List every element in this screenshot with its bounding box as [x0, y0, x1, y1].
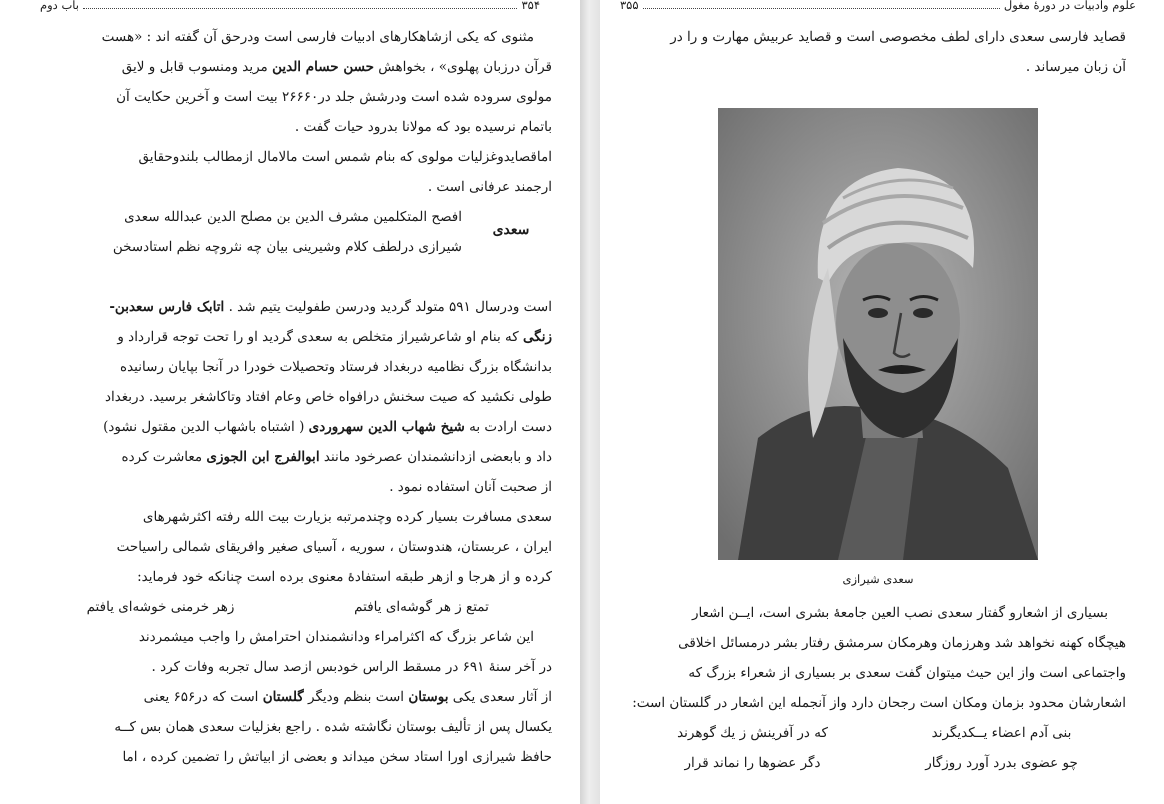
chapter-title: علوم وادبیات در دورهٔ مغول	[1003, 0, 1136, 12]
text-line	[30, 52, 552, 82]
text-line	[30, 562, 552, 592]
text-run: شیرازی درلطف کلام وشیرینی بیان چه نثروچه نظم استادسخن	[112, 239, 462, 255]
text-run: در آخر سنهٔ ۶۹۱ در مسقط الراس خودبس ازصد سال تجربه وفات کرد .	[151, 659, 552, 675]
text-run: قصاید فارسی سعدی دارای لطف مخصوصی است و قصاید عربیش مهارت و را در	[670, 29, 1126, 45]
hemistich: دگر عضوها را نماند قرار	[684, 755, 821, 771]
text-run: سعدی مسافرت بسیار کرده وچندمرتبه بزیارت بیت الله رفته اکثرشهرهای	[142, 509, 552, 525]
text-run: ارجمند عرفانی است .	[427, 179, 552, 195]
text-line	[30, 232, 462, 262]
text-line	[30, 622, 552, 652]
text-line	[30, 502, 552, 532]
poem-couplet	[628, 718, 1126, 748]
text-run: مثنوی که یکی ازشاهکارهای ادبیات فارسی است ودرحق آن گفته اند : «هست	[101, 29, 534, 45]
text-line	[628, 688, 1126, 718]
text-run: از آثار سعدی یکی	[448, 689, 552, 705]
left-page-header	[40, 0, 540, 14]
text-line	[30, 142, 552, 172]
paragraph-biography	[30, 292, 552, 592]
bold-term: گلستان	[262, 689, 304, 705]
text-run: که بنام او شاعرشیراز متخلص به سعدی گردید او را تحت توجه قرارداد و	[117, 329, 524, 345]
sadi-section	[30, 202, 552, 292]
paragraph-masnavi	[30, 22, 552, 202]
portrait-image	[718, 108, 1038, 560]
text-line	[628, 598, 1126, 628]
paragraph-poetry	[628, 598, 1126, 718]
text-run: دست ارادت به	[464, 419, 552, 435]
text-run: باتمام نرسیده بود که مولانا بدرود حیات گفت .	[294, 119, 552, 135]
page-number: ۳۵۴	[521, 0, 540, 12]
text-line	[30, 292, 552, 322]
text-run: آن زبان میرساند .	[1025, 59, 1126, 75]
bold-term: زنگی	[523, 329, 552, 345]
text-run: یکسال پس از تألیف بوستان نگاشته شده . راجع بغزلیات سعدی همان بس کــه	[114, 719, 552, 735]
hemistich: که در آفرینش ز یك گوهرند	[677, 725, 828, 741]
paragraph-qasayed	[628, 22, 1126, 82]
text-run: این شاعر بزرگ که اکثرامراء ودانشمندان احترامش را واجب میشمردند	[138, 629, 534, 645]
text-line	[30, 172, 552, 202]
text-run: افصح المتکلمین مشرف الدین بن مصلح الدین عبدالله سعدی	[124, 209, 462, 225]
text-line	[30, 22, 552, 52]
chapter-title: باب دوم	[40, 0, 79, 12]
text-line	[30, 82, 552, 112]
text-line	[30, 682, 552, 712]
text-line	[628, 628, 1126, 658]
hemistich: زهر خرمنی خوشه‌ای یافتم	[86, 599, 235, 615]
text-run: بدانشگاه بزرگ نظامیه دربغداد فرستاد وتحصیلات خودرا در آنجا بپایان رسانیده	[120, 359, 552, 375]
text-line	[628, 658, 1126, 688]
text-line	[30, 442, 552, 472]
text-line	[30, 472, 552, 502]
text-line	[628, 52, 1126, 82]
portrait-drawing	[718, 108, 1038, 560]
text-run: ( اشتباه باشهاب الدین مقتول نشود)	[103, 419, 309, 435]
text-line	[30, 742, 552, 772]
text-run: بسیاری از اشعارو گفتار سعدی نصب العین جامعهٔ بشری است، ایــن اشعار	[692, 605, 1108, 621]
right-bottom-block	[628, 598, 1126, 778]
text-run: قرآن درزبان پهلوی» ، بخواهش	[374, 59, 552, 75]
bold-term: ابوالفرج ابن الجوزی	[206, 449, 320, 465]
left-page	[0, 0, 580, 804]
sadi-intro	[30, 202, 462, 262]
text-line	[30, 352, 552, 382]
text-run: اشعارشان محدود بزمان ومکان است رجحان دارد واز آنجمله این اشعار در گلستان است:	[632, 695, 1126, 711]
text-run: مولوی سروده شده است ودرشش جلد در۲۶۶۶۰ بیت است و آخرین حکایت آن	[116, 89, 552, 105]
text-run: داد و بابعضی ازدانشمندان عصرخود مانند	[319, 449, 552, 465]
right-page	[600, 0, 1164, 804]
bold-term: شیخ شهاب الدین سهروردی	[308, 419, 465, 435]
portrait-caption: سعدی شیرازی	[842, 572, 914, 586]
text-run: است ودرسال ۵۹۱ متولد گردید ودرسن طفولیت یتیم شد .	[224, 299, 552, 315]
text-run: معاشرت کرده	[121, 449, 207, 465]
poem-couplet	[30, 592, 552, 622]
text-line	[30, 322, 552, 352]
text-line	[30, 202, 462, 232]
text-line	[30, 532, 552, 562]
text-line	[628, 22, 1126, 52]
hemistich: چو عضوی بدرد آورد روزگار	[925, 755, 1078, 771]
text-line	[30, 712, 552, 742]
text-run: اماقصایدوغزلیات مولوی که بنام شمس است مالامال ازمطالب بلندوحقایق	[138, 149, 552, 165]
paragraph-works	[30, 622, 552, 772]
text-run: واجتماعی است واز این حیث میتوان گفت سعدی بر بسیاری از شعراء بزرگ که	[688, 665, 1126, 681]
text-run: است بنظم ودیگر	[303, 689, 409, 705]
text-run: کرده و از هرجا و ازهر طبقه استفادهٔ معنوی برده است چنانکه خود فرماید:	[137, 569, 552, 585]
bold-term: اتابک فارس سعدبن-	[109, 299, 225, 315]
page-number: ۳۵۵	[620, 0, 639, 12]
text-line	[30, 112, 552, 142]
text-run: است که در۶۵۶ یعنی	[143, 689, 263, 705]
section-heading: سعدی	[492, 222, 530, 238]
text-line	[30, 652, 552, 682]
book-gutter	[580, 0, 600, 804]
text-run: حافظ شیرازی اورا استاد سخن میداند و بعضی از ابیاتش را تضمین کرده ، اما	[122, 749, 552, 765]
bold-term: بوستان	[408, 689, 449, 705]
header-dots	[643, 8, 1000, 9]
text-line	[30, 382, 552, 412]
text-run: هیچگاه کهنه نخواهد شد وهرزمان وهرمکان سرمشق رفتار بشر درمسائل اخلاقی	[678, 635, 1126, 651]
right-page-header	[620, 0, 1136, 14]
text-line	[30, 412, 552, 442]
text-run: از صحبت آنان استفاده نمود .	[389, 479, 552, 495]
hemistich: بنی آدم اعضاء یــکدیگرند	[931, 725, 1072, 741]
bold-term: حسن حسام الدین	[272, 59, 374, 75]
poem-couplet	[628, 748, 1126, 778]
text-run: مرید ومنسوب قابل و لایق	[121, 59, 273, 75]
hemistich: تمتع ز هر گوشه‌ای یافتم	[354, 599, 489, 615]
header-dots	[83, 8, 517, 9]
text-run: طولی نکشید که صیت سخنش درافواه خاص وعام افتاد وتاکاشغر برسید. دربغداد	[104, 389, 552, 405]
text-run: ایران ، عربستان، هندوستان ، سوریه ، آسیای صغیر وافریقای شمالی راسیاحت	[116, 539, 552, 555]
